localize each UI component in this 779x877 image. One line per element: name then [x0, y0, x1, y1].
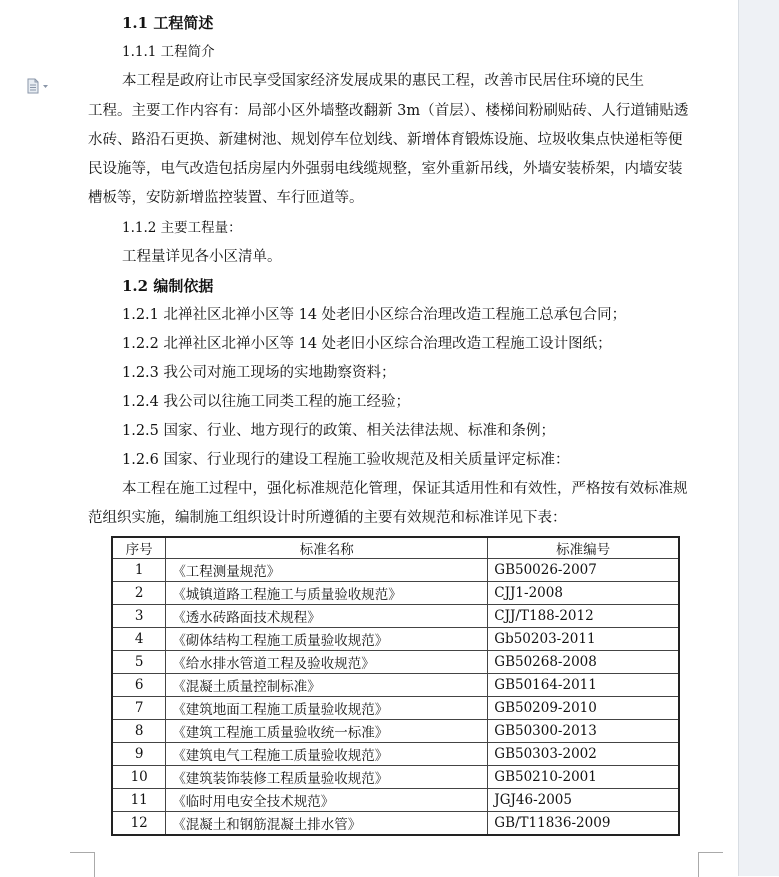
basis-item-1: 1.2.1 北禅社区北禅小区等 14 处老旧小区综合治理改造工程施工总承包合同；	[122, 307, 627, 323]
table-row	[112, 628, 679, 651]
table-intro-line-1: 本工程在施工过程中，强化标准规范化管理，保证其适用性和有效性，严格按有效标准规	[122, 481, 688, 497]
basis-item-3: 1.2.3 我公司对施工现场的实地勘察资料；	[122, 365, 396, 381]
table-row	[112, 812, 679, 836]
basis-item-6: 1.2.6 国家、行业现行的建设工程施工验收规范及相关质量评定标准：	[122, 452, 570, 468]
row-name: 《混凝土质量控制标准》	[166, 674, 488, 697]
heading-1-2: 1.2 编制依据	[122, 277, 214, 295]
row-code: GB/T11836-2009	[488, 812, 679, 836]
row-name: 《建筑装饰装修工程质量验收规范》	[166, 766, 488, 789]
table-row	[112, 559, 679, 582]
header-index: 序号	[112, 537, 166, 559]
row-index: 12	[112, 812, 166, 836]
heading-1-1-1: 1.1.1 工程简介	[122, 44, 215, 60]
intro-line-4: 民设施等，电气改造包括房屋内外强弱电线缆规整，室外重新吊线，外墙安装桥架，内墙安装	[88, 161, 683, 177]
header-name: 标准名称	[166, 537, 488, 559]
intro-line-5: 槽板等，安防新增监控装置、车行匝道等。	[88, 190, 364, 206]
row-index: 8	[112, 720, 166, 743]
row-name: 《工程测量规范》	[166, 559, 488, 582]
table-row	[112, 789, 679, 812]
row-name: 《透水砖路面技术规程》	[166, 605, 488, 628]
basis-item-5: 1.2.5 国家、行业、地方现行的政策、相关法律法规、标准和条例；	[122, 423, 556, 439]
row-code: GB50209-2010	[488, 697, 679, 720]
row-code: JGJ46-2005	[488, 789, 679, 812]
row-index: 4	[112, 628, 166, 651]
document-icon[interactable]	[26, 78, 52, 94]
table-row	[112, 720, 679, 743]
table-row	[112, 651, 679, 674]
quantities-text: 工程量详见各小区清单。	[122, 249, 282, 265]
intro-line-1: 本工程是政府让市民享受国家经济发展成果的惠民工程，改善市民居住环境的民生	[122, 73, 644, 89]
header-code: 标准编号	[488, 537, 679, 559]
table-header-row	[112, 537, 679, 559]
page-corner-mark-left	[70, 852, 95, 877]
row-name: 《砌体结构工程施工质量验收规范》	[166, 628, 488, 651]
row-code: GB50210-2001	[488, 766, 679, 789]
row-index: 5	[112, 651, 166, 674]
table-row	[112, 605, 679, 628]
intro-line-3: 水砖、路沿石更换、新建树池、规划停车位划线、新增体育锻炼设施、垃圾收集点快递柜等便	[88, 132, 683, 148]
row-code: GB50164-2011	[488, 674, 679, 697]
table-intro-line-2: 范组织实施，编制施工组织设计时所遵循的主要有效规范和标准详见下表：	[88, 510, 567, 526]
basis-item-4: 1.2.4 我公司以往施工同类工程的施工经验；	[122, 394, 411, 410]
heading-1-1-2: 1.1.2 主要工程量：	[122, 220, 242, 236]
row-code: CJJ1-2008	[488, 582, 679, 605]
row-code: GB50268-2008	[488, 651, 679, 674]
row-index: 1	[112, 559, 166, 582]
row-name: 《建筑工程施工质量验收统一标准》	[166, 720, 488, 743]
row-name: 《建筑电气工程施工质量验收规范》	[166, 743, 488, 766]
row-index: 3	[112, 605, 166, 628]
table-row	[112, 766, 679, 789]
row-index: 2	[112, 582, 166, 605]
basis-item-2: 1.2.2 北禅社区北禅小区等 14 处老旧小区综合治理改造工程施工设计图纸；	[122, 336, 612, 352]
table-row	[112, 743, 679, 766]
row-code: CJJ/T188-2012	[488, 605, 679, 628]
row-name: 《临时用电安全技术规范》	[166, 789, 488, 812]
row-name: 《混凝土和钢筋混凝土排水管》	[166, 812, 488, 836]
row-code: GB50303-2002	[488, 743, 679, 766]
page-corner-mark-right	[698, 852, 723, 877]
intro-line-2: 工程。主要工作内容有：局部小区外墙整改翻新 3m（首层）、楼梯间粉刷贴砖、人行道铺贴透	[88, 103, 689, 119]
row-index: 7	[112, 697, 166, 720]
right-gutter	[738, 0, 779, 876]
table-row	[112, 582, 679, 605]
table-row	[112, 697, 679, 720]
row-index: 11	[112, 789, 166, 812]
row-code: GB50026-2007	[488, 559, 679, 582]
row-name: 《给水排水管道工程及验收规范》	[166, 651, 488, 674]
row-code: GB50300-2013	[488, 720, 679, 743]
row-code: Gb50203-2011	[488, 628, 679, 651]
row-index: 6	[112, 674, 166, 697]
table-row	[112, 674, 679, 697]
row-index: 10	[112, 766, 166, 789]
heading-1-1: 1.1 工程简述	[122, 14, 214, 32]
row-index: 9	[112, 743, 166, 766]
row-name: 《城镇道路工程施工与质量验收规范》	[166, 582, 488, 605]
row-name: 《建筑地面工程施工质量验收规范》	[166, 697, 488, 720]
standards-table	[111, 536, 680, 836]
